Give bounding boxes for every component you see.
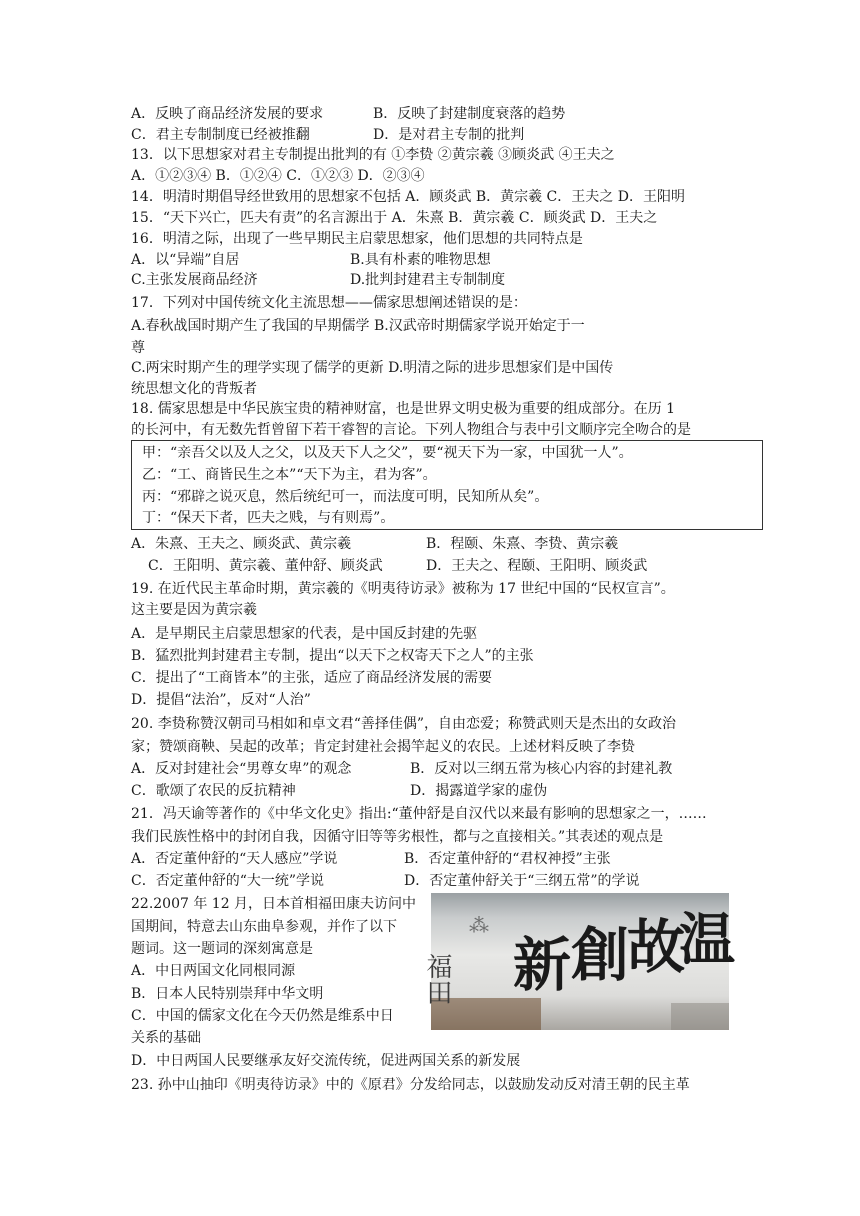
- calligraphy-photo: [422, 893, 735, 1030]
- q18-option-b: B．程颐、朱熹、李贽、黄宗羲: [426, 536, 619, 552]
- q19-line1: 19. 在近代民主革命时期，黄宗羲的《明夷待访录》被称为 17 世纪中国的“民权宣言”。: [131, 581, 675, 597]
- q18-option-c: C．王阳明、黄宗羲、董仲舒、顾炎武: [148, 558, 383, 574]
- q20-line1: 20. 李贽称赞汉朝司马相如和卓文君“善择佳偶”，自由恋爱；称赞武则天是杰出的女政治: [131, 716, 677, 732]
- q12-option-b: B．反映了封建制度衰落的趋势: [373, 106, 566, 122]
- q16-stem: 16．明清之际，出现了一些早期民主启蒙思想家，他们思想的共同特点是: [131, 231, 583, 247]
- quote-ding: 丁：“保天下者，匹夫之贱，与有则焉”。: [142, 510, 395, 526]
- q15-stem: 15．“天下兴亡，匹夫有责”的名言源出于 A．朱熹 B．黄宗羲 C．顾炎武 D．王夫之: [131, 210, 658, 226]
- q13-options: A．①②③④ B．①②④ C．①②③ D．②③④: [131, 168, 425, 184]
- svg-text:⁂: ⁂: [467, 913, 491, 937]
- calligraphy-char-4: 温: [679, 907, 735, 973]
- q16-option-a: A．以“异端”自居: [131, 252, 240, 268]
- q17-stem: 17．下列对中国传统文化主流思想——儒家思想阐述错误的是：: [131, 295, 527, 311]
- q18-line1: 18. 儒家思想是中华民族宝贵的精神财富，也是世界文明史极为重要的组成部分。在历 1: [131, 401, 676, 417]
- q20-line2: 家；赞颂商鞅、吴起的改革；肯定封建社会揭竿起义的农民。上述材料反映了李贽: [131, 739, 635, 755]
- quote-bing: 丙：“邪辟之说灭息，然后统纪可一，而法度可明，民知所从矣”。: [142, 489, 549, 505]
- q19-option-a: A．是早期民主启蒙思想家的代表，是中国反封建的先驱: [131, 626, 478, 642]
- quote-yi: 乙：“工、商皆民生之本”“天下为主，君为客”。: [142, 467, 437, 483]
- q22-option-b: B．日本人民特别崇拜中华文明: [131, 986, 324, 1002]
- q21-line2: 我们民族性格中的封闭自我，因循守旧等等劣根性，都与之直接相关。”其表述的观点是: [131, 829, 664, 845]
- q13-stem: 13．以下思想家对君主专制提出批判的有 ①李贽 ②黄宗羲 ③顾炎武 ④王夫之: [131, 147, 615, 163]
- q22-option-a: A．中日两国文化同根同源: [131, 963, 296, 979]
- q19-option-b: B．猛烈批判封建君主专制，提出“以天下之权寄天下之人”的主张: [131, 648, 534, 664]
- q18-option-d: D．王夫之、程颐、王阳明、顾炎武: [426, 558, 648, 574]
- q12-option-c: C．君主专制制度已经被推翻: [131, 127, 310, 143]
- signature-text: 福田: [422, 953, 452, 1005]
- q12-option-a: A．反映了商品经济发展的要求: [131, 106, 324, 122]
- q21-option-a: A．否定董仲舒的“天人感应”学说: [131, 851, 338, 867]
- q21-option-b: B．否定董仲舒的“君权神授”主张: [404, 851, 611, 867]
- q22-option-d: D．中日两国人民要继承友好交流传统，促进两国关系的新发展: [131, 1053, 521, 1069]
- q22-line2: 国期间，特意去山东曲阜参观，并作了以下: [131, 919, 397, 935]
- quote-table: [131, 440, 763, 530]
- q16-option-b: B.具有朴素的唯物思想: [350, 252, 491, 268]
- q12-option-d: D．是对君主专制的批判: [373, 127, 525, 143]
- q19-line2: 这主要是因为黄宗羲: [131, 602, 257, 618]
- quote-jia: 甲：“亲吾父以及人之父，以及天下人之父”，要“视天下为一家，中国犹一人”。: [142, 445, 633, 461]
- q17-line4: 统思想文化的背叛者: [131, 381, 257, 397]
- calligraphy-char-2: 創: [571, 921, 630, 989]
- calligraphy-char-3: 故: [627, 913, 686, 981]
- q19-option-d: D．提倡“法治”，反对“人治”: [131, 692, 311, 708]
- q22-line3: 题词。这一题词的深刻寓意是: [131, 941, 313, 957]
- q17-line3: C.两宋时期产生的理学实现了儒学的更新 D.明清之际的进步思想家们是中国传: [131, 360, 614, 376]
- q17-line2: 尊: [131, 340, 145, 356]
- q20-option-d: D．揭露道学家的虚伪: [410, 783, 548, 799]
- q20-option-c: C．歌颂了农民的反抗精神: [131, 783, 296, 799]
- q23-line1: 23. 孙中山抽印《明夷待访录》中的《原君》分发给同志，以鼓励发动反对清王朝的民主革: [131, 1077, 690, 1093]
- q16-option-c: C.主张发展商品经济: [131, 272, 258, 288]
- calligraphy-char-1: 新: [513, 931, 572, 999]
- q21-option-c: C．否定董仲舒的“大一统”学说: [131, 873, 325, 889]
- q21-option-d: D．否定董仲舒关于“三纲五常”的学说: [404, 873, 640, 889]
- q22-option-c-line2: 关系的基础: [131, 1030, 201, 1046]
- q22-line1: 22.2007 年 12 月，日本首相福田康夫访问中: [131, 896, 417, 912]
- q22-option-c-line1: C．中国的儒家文化在今天仍然是维系中日: [131, 1008, 394, 1024]
- q17-line1: A.春秋战国时期产生了我国的早期儒学 B.汉武帝时期儒家学说开始定于一: [131, 318, 585, 334]
- q20-option-b: B．反对以三纲五常为核心内容的封建礼教: [410, 761, 673, 777]
- q18-line2: 的长河中，有无数先哲曾留下若干睿智的言论。下列人物组合与表中引文顺序完全吻合的是: [131, 422, 691, 438]
- q18-option-a: A．朱熹、王夫之、顾炎武、黄宗羲: [131, 536, 352, 552]
- q14-stem: 14．明清时期倡导经世致用的思想家不包括 A．顾炎武 B．黄宗羲 C．王夫之 D．王阳明: [131, 189, 685, 205]
- q20-option-a: A．反对封建社会“男尊女卑”的观念: [131, 761, 352, 777]
- q16-option-d: D.批判封建君主专制制度: [350, 272, 506, 288]
- q19-option-c: C．提出了“工商皆本”的主张，适应了商品经济发展的需要: [131, 670, 493, 686]
- q21-line1: 21．冯天谕等著作的《中华文化史》指出:“董仲舒是自汉代以来最有影响的思想家之一，……: [131, 806, 707, 822]
